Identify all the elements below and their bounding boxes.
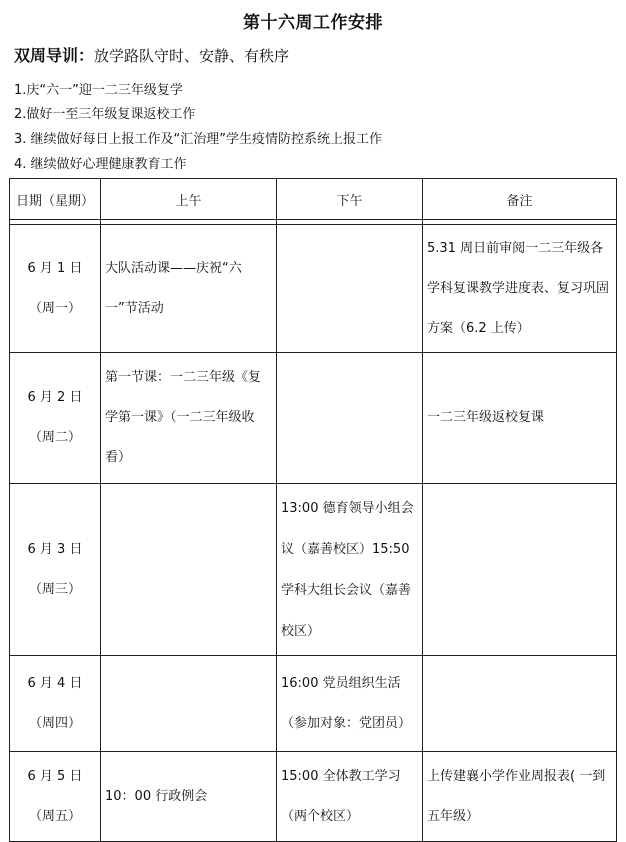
header-morning: 上午 <box>101 179 277 220</box>
task-item-1: 1.庆“六一”迎一二三年级复学 <box>14 83 183 98</box>
table-row <box>10 752 617 842</box>
task-item-3: 3. 继续做好每日上报工作及“汇治理”学生疫情防控系统上报工作 <box>14 132 383 147</box>
page-title: 第十六周工作安排 <box>243 13 383 33</box>
guide-line <box>14 43 289 66</box>
morning-cell: 第一节课：一二三年级《复学第一课》（一二三年级收看） <box>101 353 277 484</box>
weekday-label: （周四） <box>28 715 81 731</box>
date-label: 6 月 5 日 <box>27 768 83 784</box>
date-cell <box>10 752 101 842</box>
date-cell <box>10 484 101 656</box>
date-label: 6 月 3 日 <box>27 541 83 557</box>
guide-label: 双周导训： <box>14 46 95 65</box>
afternoon-cell <box>277 225 423 353</box>
task-item-2: 2.做好一至三年级复课返校工作 <box>14 107 196 122</box>
date-cell <box>10 225 101 353</box>
date-label: 6 月 2 日 <box>27 390 83 405</box>
guide-text: 放学路队守时、安静、有秩序 <box>94 47 290 65</box>
table-row <box>10 656 617 752</box>
afternoon-cell <box>277 353 423 484</box>
afternoon-cell: 15:00 全体教工学习（两个校区） <box>277 752 423 842</box>
header-note: 备注 <box>423 179 617 220</box>
morning-cell: 10：00 行政例会 <box>101 752 277 842</box>
date-cell <box>10 656 101 752</box>
morning-cell: 大队活动课——庆祝“六一”节活动 <box>101 225 277 353</box>
note-cell: 5.31 周日前审阅一二三年级各学科复课教学进度表、复习巩固方案（6.2 上传） <box>423 225 617 353</box>
table-row <box>10 353 617 484</box>
weekday-label: （周五） <box>28 808 81 824</box>
schedule-table <box>9 178 617 842</box>
weekday-label: （周一） <box>28 300 81 316</box>
table-row <box>10 225 617 353</box>
afternoon-cell: 13:00 德育领导小组会议（嘉善校区）15:50 学科大组长会议（嘉善校区） <box>277 484 423 656</box>
table-row <box>10 484 617 656</box>
table-header-row <box>10 179 617 220</box>
date-label: 6 月 1 日 <box>27 260 83 276</box>
morning-cell <box>101 656 277 752</box>
note-cell <box>423 656 617 752</box>
date-label: 6 月 4 日 <box>27 675 83 691</box>
task-item-4: 4. 继续做好心理健康教育工作 <box>14 157 187 172</box>
header-afternoon: 下午 <box>277 179 423 220</box>
header-date: 日期（星期） <box>10 179 101 220</box>
note-cell <box>423 484 617 656</box>
note-cell: 一二三年级返校复课 <box>423 353 617 484</box>
weekday-label: （周三） <box>28 581 81 597</box>
morning-cell <box>101 484 277 656</box>
date-cell <box>10 353 101 484</box>
afternoon-cell: 16:00 党员组织生活（参加对象：党团员） <box>277 656 423 752</box>
weekday-label: （周二） <box>28 430 81 445</box>
note-cell: 上传建襄小学作业周报表( 一到五年级） <box>423 752 617 842</box>
